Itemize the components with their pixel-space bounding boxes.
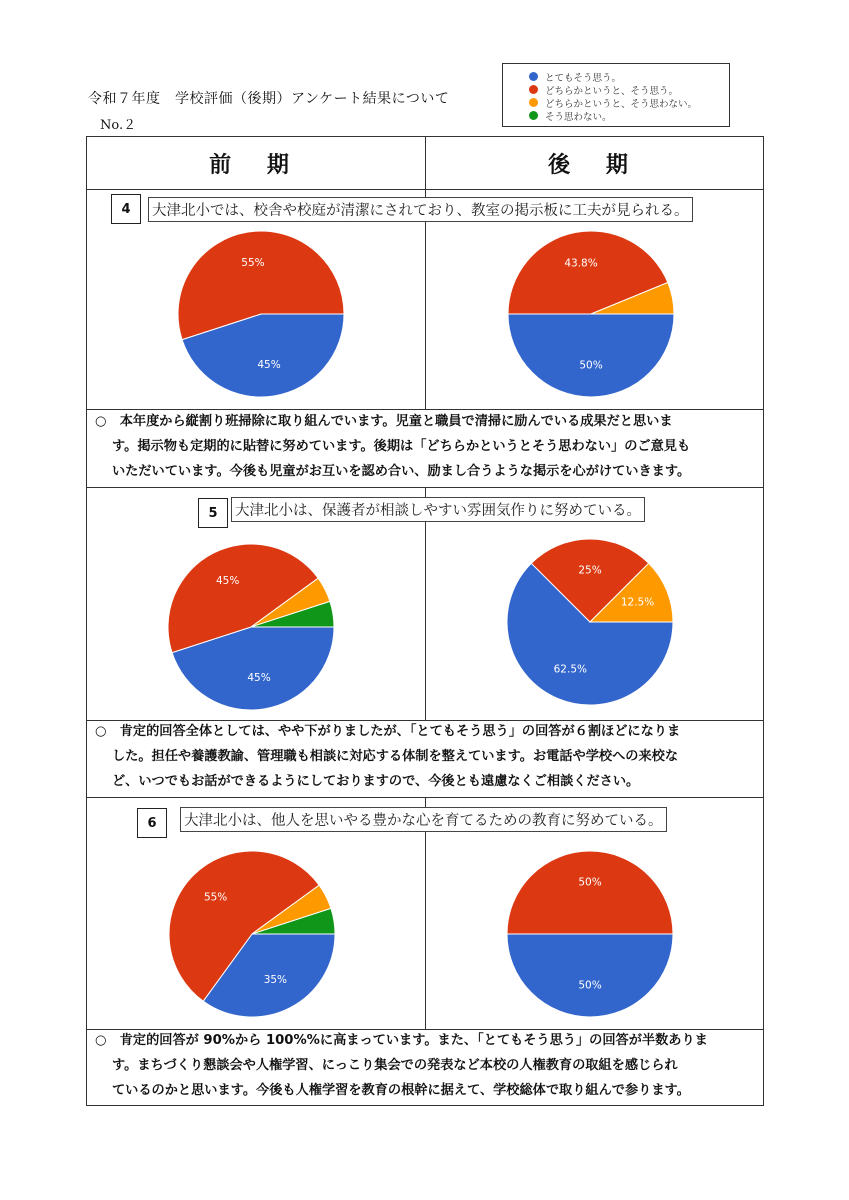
column-divider bbox=[425, 137, 426, 409]
legend-item-somewhat-disagree bbox=[529, 96, 729, 109]
question-number: 5 bbox=[198, 498, 228, 528]
legend-swatch-icon bbox=[529, 111, 538, 120]
question-number: 4 bbox=[111, 194, 141, 224]
pie-data-label: 25% bbox=[578, 564, 602, 577]
pie-data-label: 45% bbox=[215, 575, 240, 588]
comment-line: いただいています。今後も児童がお互いを認め合い、励まし合うような掲示を心がけていきます。 bbox=[112, 464, 691, 479]
pie-chart-q5-first bbox=[167, 543, 335, 711]
pie-data-label: 50% bbox=[578, 979, 602, 992]
question-text: 大津北小では、校舎や校庭が清潔にされており、教室の掲示板に工夫が見られる。 bbox=[148, 197, 693, 222]
pie-chart-q4-first bbox=[177, 230, 345, 398]
legend-swatch-icon bbox=[529, 85, 538, 94]
chart-legend bbox=[502, 63, 730, 127]
pie-chart-q6-first bbox=[168, 850, 336, 1018]
column-header-second-half: 後 期 bbox=[548, 151, 642, 178]
pie-chart-q6-second bbox=[506, 850, 674, 1018]
question-text: 大津北小は、他人を思いやる豊かな心を育てるための教育に努めている。 bbox=[180, 807, 667, 832]
results-table bbox=[86, 136, 764, 1106]
comment-q5 bbox=[95, 719, 759, 794]
pie-slice bbox=[508, 314, 674, 397]
pie-data-label: 55% bbox=[241, 257, 265, 270]
pie-data-label: 12.5% bbox=[620, 596, 655, 609]
comment-line: ○ 肯定的回答全体としては、やや下がりましたが、「とてもそう思う」の回答が６割ほどになりま bbox=[95, 724, 681, 739]
legend-item-very-much bbox=[529, 70, 729, 83]
document-title: 令和７年度 学校評価（後期）アンケート結果について bbox=[88, 91, 450, 107]
legend-label: とてもそう思う。 bbox=[545, 72, 622, 84]
comment-line: す。まちづくり懇談会や人権学習、にっこり集会での発表など本校の人権教育の取組を感じられ bbox=[112, 1058, 678, 1073]
pie-slice bbox=[507, 934, 673, 1017]
comment-line: ○ 本年度から縦割り班掃除に取り組んでいます。児童と職員で清掃に励んでいる成果だと思いま bbox=[95, 414, 673, 429]
document-number: No.２ bbox=[100, 118, 137, 133]
pie-data-label: 55% bbox=[203, 891, 228, 904]
pie-chart-q5-second bbox=[506, 538, 674, 706]
pie-data-label: 35% bbox=[263, 973, 288, 986]
column-header-first-half: 前 期 bbox=[209, 151, 303, 178]
comment-line: す。掲示物も定期的に貼替に努めています。後期は「どちらかというとそう思わない」のご意見も bbox=[112, 439, 691, 454]
legend-swatch-icon bbox=[529, 98, 538, 107]
comment-line: ど、いつでもお話ができるようにしておりますので、今後とも遠慮なくご相談ください。 bbox=[112, 774, 640, 789]
comment-q4 bbox=[95, 409, 759, 484]
comment-line: した。担任や養護教諭、管理職も相談に対応する体制を整えています。お電話や学校への来校な bbox=[112, 749, 679, 764]
question-number: 6 bbox=[137, 808, 167, 838]
legend-label: そう思わない。 bbox=[545, 111, 612, 123]
pie-data-label: 45% bbox=[247, 671, 271, 684]
comment-q6 bbox=[95, 1028, 759, 1103]
legend-item-somewhat-agree bbox=[529, 83, 729, 96]
legend-swatch-icon bbox=[529, 72, 538, 81]
pie-data-label: 45% bbox=[257, 358, 281, 371]
comment-line: ているのかと思います。今後も人権学習を教育の根幹に据えて、学校総体で取り組んで参ります。 bbox=[112, 1083, 690, 1098]
pie-slice bbox=[507, 851, 673, 934]
pie-data-label: 43.8% bbox=[564, 257, 598, 270]
pie-chart-q4-second bbox=[507, 230, 675, 398]
pie-data-label: 62.5% bbox=[553, 663, 587, 676]
pie-data-label: 50% bbox=[578, 876, 602, 889]
comment-line: ○ 肯定的回答が 90%から 100%%に高まっています。また、「とてもそう思う」の回答が半数ありま bbox=[95, 1033, 708, 1048]
legend-item-disagree bbox=[529, 109, 729, 122]
legend-label: どちらかというと、そう思う。 bbox=[545, 85, 679, 97]
question-text: 大津北小は、保護者が相談しやすい雰囲気作りに努めている。 bbox=[231, 497, 645, 522]
legend-label: どちらかというと、そう思わない。 bbox=[545, 98, 698, 110]
pie-data-label: 50% bbox=[579, 359, 603, 372]
